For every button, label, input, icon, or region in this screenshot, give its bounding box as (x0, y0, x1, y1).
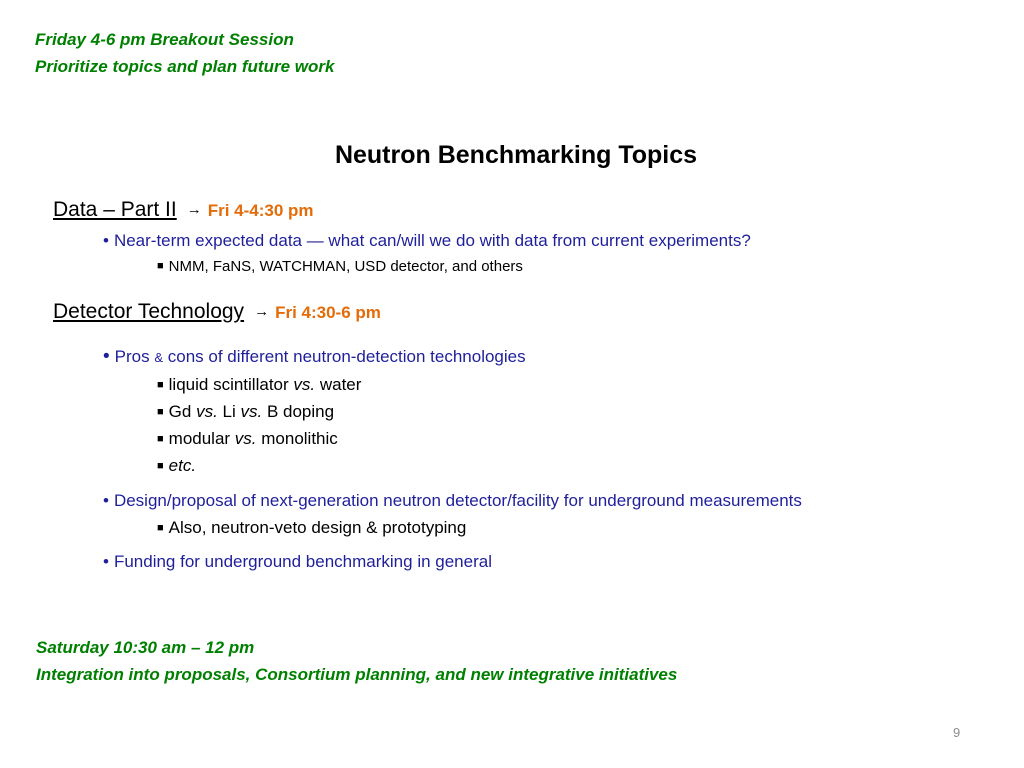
section-heading-label: Detector Technology (53, 300, 245, 323)
bullet-dot: • (103, 552, 109, 571)
slide-title: Neutron Benchmarking Topics (334, 141, 698, 169)
sub-bullet-doping (157, 402, 334, 422)
square-bullet-icon: ■ (157, 406, 164, 418)
sub-bullet-text: Gd (168, 402, 197, 421)
saturday-session-time: Saturday 10:30 am – 12 pm (36, 638, 255, 657)
bullet-dot: • (103, 491, 109, 510)
bullet-text: Design/proposal of next-generation neutron detector/facility for underground measurements (113, 491, 802, 510)
arrow-right-icon: → (186, 201, 202, 218)
bullet-near-term-data (103, 231, 751, 251)
sub-bullet-italic: vs. (196, 402, 218, 421)
sub-bullet-neutron-veto (157, 518, 466, 538)
saturday-session-goal: Integration into proposals, Consortium planning, and new integrative initiatives (36, 665, 678, 684)
page-number: 9 (953, 725, 961, 740)
square-bullet-icon: ■ (157, 260, 164, 272)
sub-bullet-etc (157, 456, 196, 476)
breakout-session-goal: Prioritize topics and plan future work (35, 57, 335, 76)
bullet-funding (103, 552, 492, 572)
square-bullet-icon: ■ (157, 460, 164, 472)
sub-bullet-modular (157, 429, 338, 449)
saturday-session-note (36, 634, 677, 688)
square-bullet-icon: ■ (157, 379, 164, 391)
sub-bullet-liquid-scintillator (157, 375, 361, 395)
breakout-session-note (35, 26, 334, 80)
section-heading-label: Data – Part II (53, 198, 177, 221)
sub-bullet-text: NMM, FaNS, WATCHMAN, USD detector, and others (168, 258, 523, 275)
square-bullet-icon: ■ (157, 433, 164, 445)
section-time: Fri 4:30-6 pm (275, 303, 381, 322)
sub-bullet-italic: vs. (293, 375, 316, 394)
sub-bullet-text: Also, neutron-veto design & prototyping (168, 518, 467, 537)
arrow-right-icon: → (254, 303, 270, 320)
sub-bullet-italic: etc. (168, 456, 197, 475)
sub-bullet-italic: vs. (234, 429, 257, 448)
bullet-text-ampersand: & (154, 350, 164, 365)
bullet-pros-cons (103, 346, 526, 368)
sub-bullet-italic: vs. (240, 402, 263, 421)
breakout-session-time: Friday 4-6 pm Breakout Session (35, 30, 294, 49)
bullet-text: Near-term expected data — what can/will we do with data from current experiments? (113, 231, 751, 250)
bullet-text-part: Pros (114, 347, 155, 366)
sub-bullet-experiments (157, 258, 523, 275)
sub-bullet-text: Li (217, 402, 241, 421)
section-time: Fri 4-4:30 pm (207, 201, 314, 220)
sub-bullet-text: modular (168, 429, 235, 448)
bullet-text-part: cons of different neutron-detection technologies (163, 347, 526, 366)
sub-bullet-text: monolithic (256, 429, 338, 448)
square-bullet-icon: ■ (157, 522, 164, 534)
section-heading-data-part-ii (53, 198, 314, 222)
section-heading-detector-technology (53, 300, 381, 324)
sub-bullet-text: liquid scintillator (168, 375, 294, 394)
bullet-text: Funding for underground benchmarking in general (113, 552, 492, 571)
sub-bullet-text: water (315, 375, 362, 394)
bullet-dot: • (103, 346, 110, 367)
bullet-dot: • (103, 231, 109, 250)
sub-bullet-text: B doping (262, 402, 335, 421)
bullet-design-proposal (103, 491, 802, 511)
